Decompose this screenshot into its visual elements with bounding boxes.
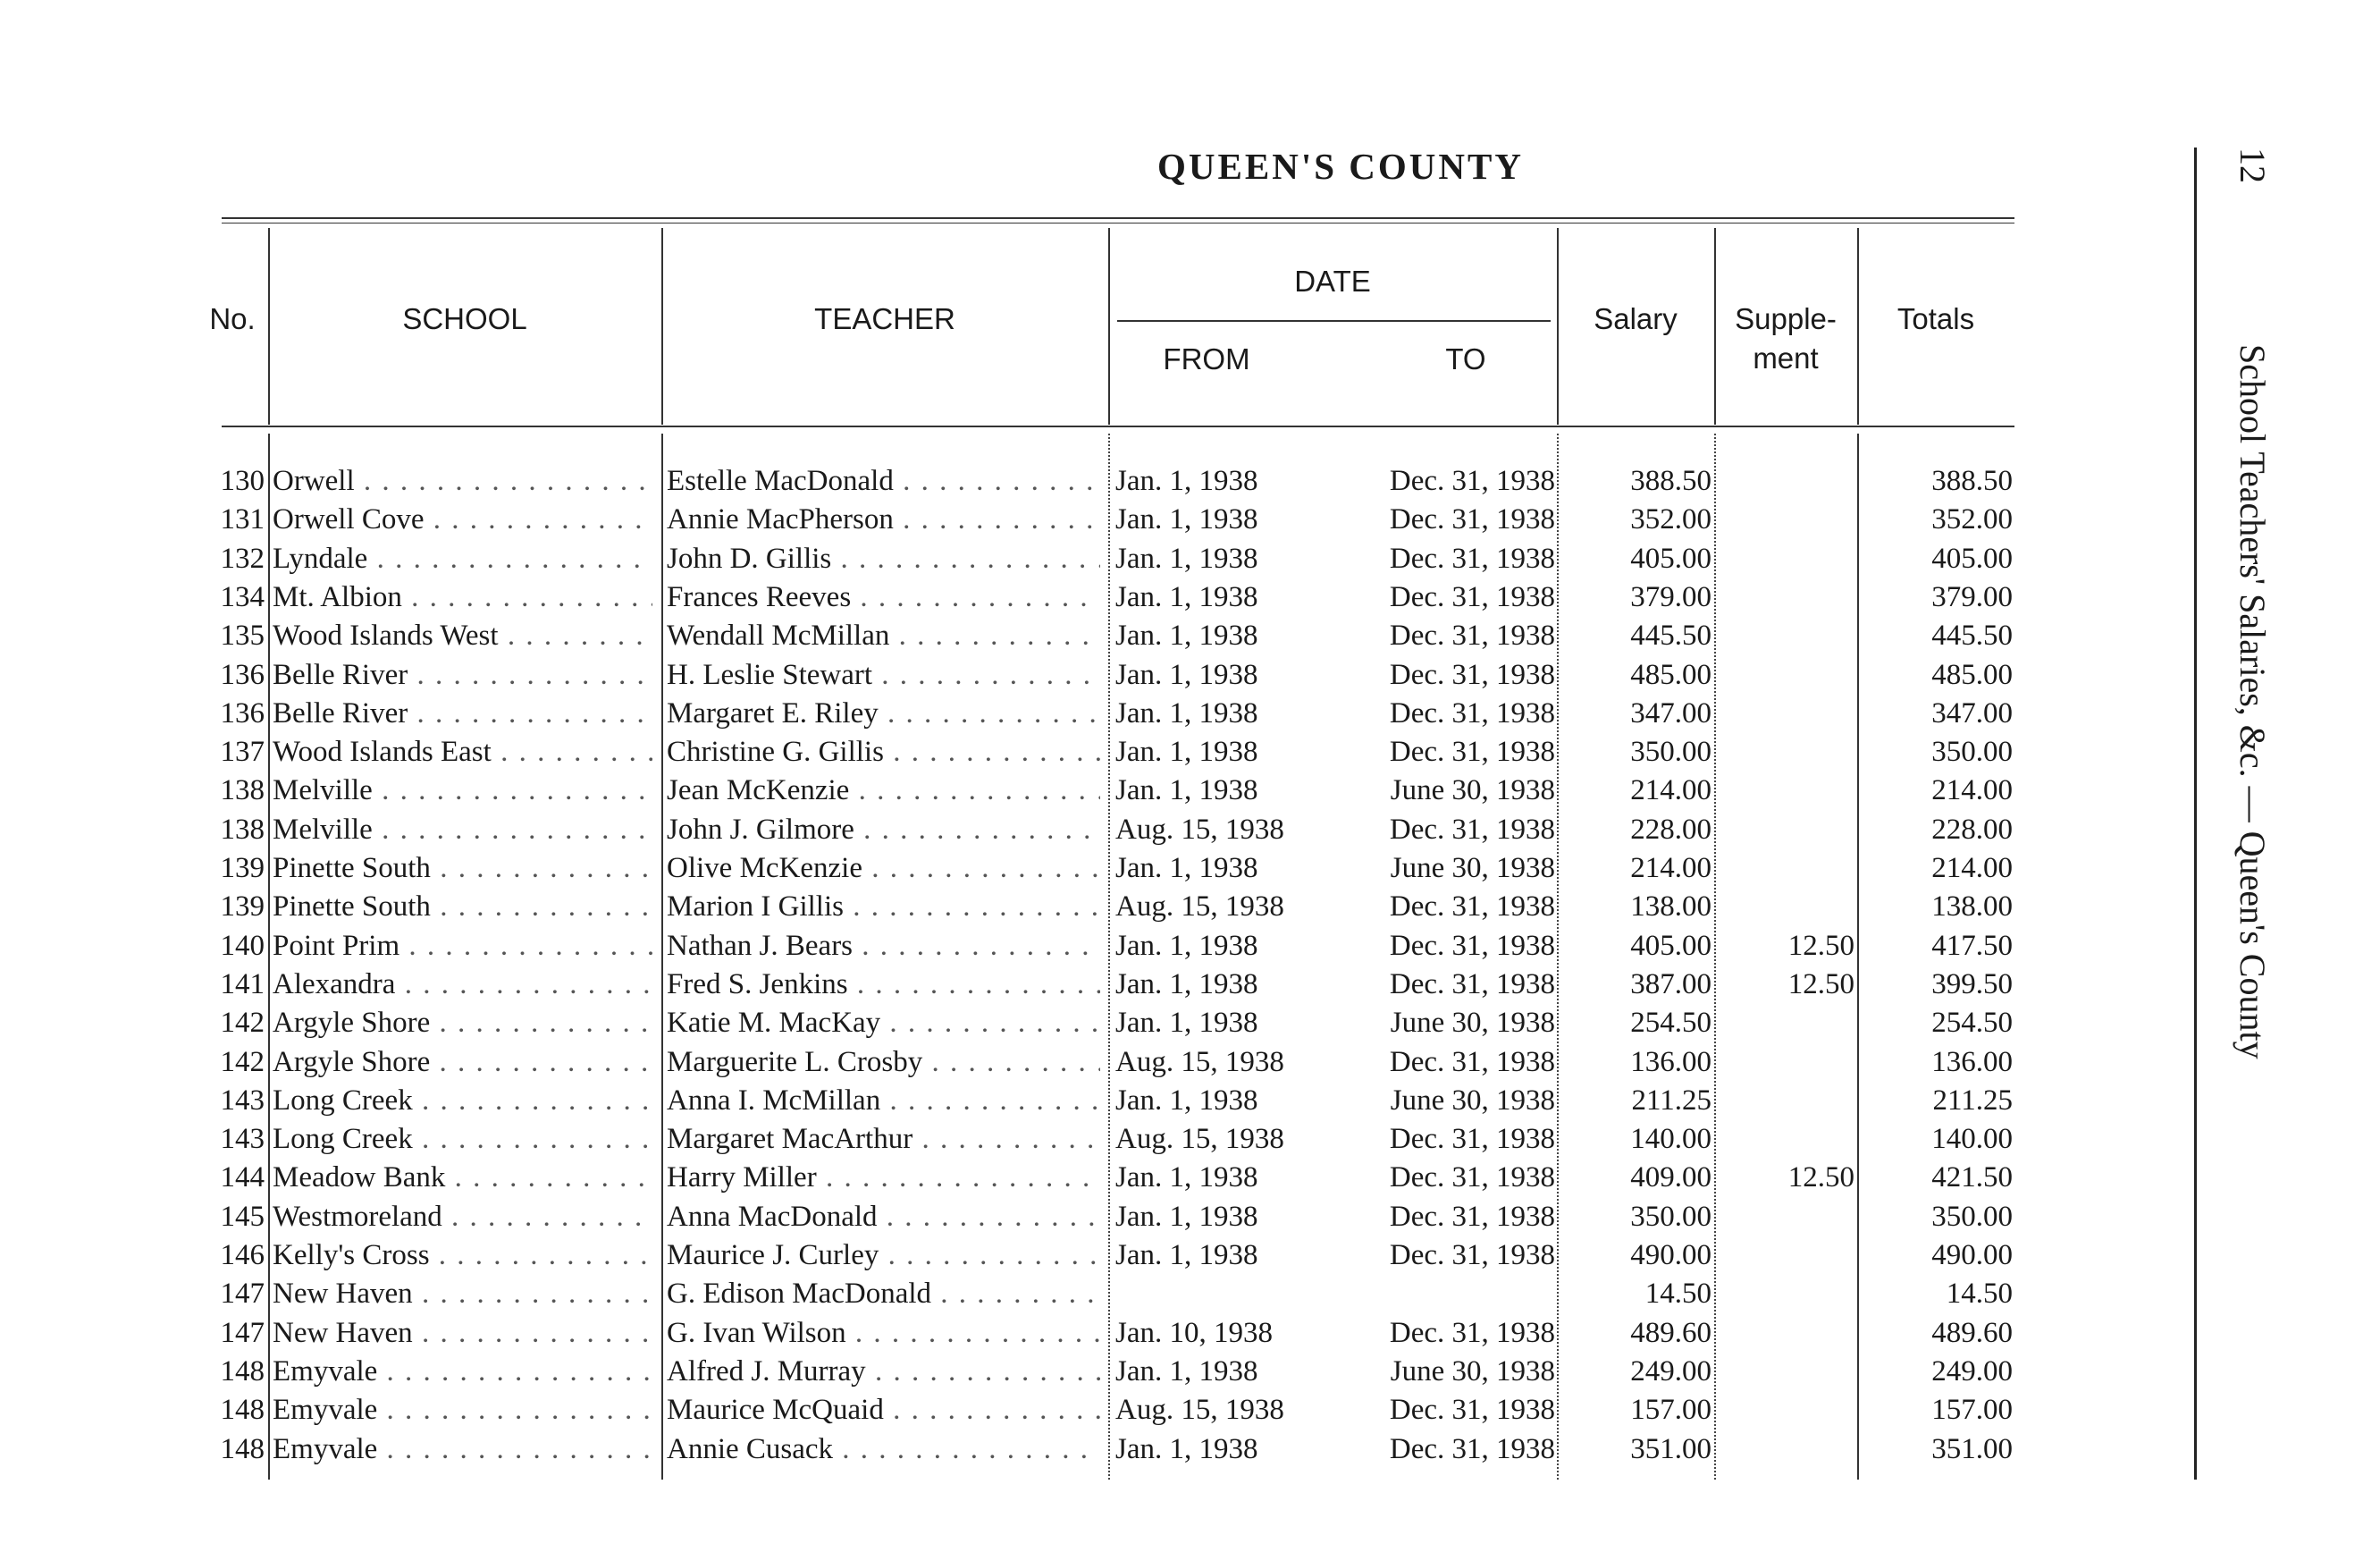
teacher-name: Jean McKenzie . . .: [667, 772, 1100, 810]
salary-amount: 485.00: [1630, 658, 1711, 691]
date-to: June 30, 1938: [1390, 1354, 1555, 1388]
table-row: [0, 1043, 2056, 1082]
header-divider-teacher: [1108, 228, 1110, 425]
total-amount: 399.50: [1931, 967, 2013, 1000]
running-header: [2225, 148, 2279, 1399]
salary-amount: 405.00: [1630, 929, 1711, 962]
teacher-name: Marion I Gillis . . .: [667, 888, 1100, 926]
date-from: Aug. 15, 1938: [1115, 1045, 1284, 1078]
table-row: [0, 1159, 2056, 1197]
school-name: Emyvale . . .: [273, 1353, 652, 1391]
row-number: 137: [220, 736, 265, 769]
date-to: Dec. 31, 1938: [1389, 967, 1555, 1000]
date-to: Dec. 31, 1938: [1389, 580, 1555, 613]
header-school: SCHOOL: [402, 302, 527, 335]
teacher-name: Katie M. MacKay . . .: [667, 1004, 1100, 1042]
school-name: Emyvale . . .: [273, 1391, 652, 1430]
total-amount: 350.00: [1931, 736, 2013, 769]
row-number: 130: [220, 465, 265, 497]
date-to: Dec. 31, 1938: [1389, 465, 1555, 497]
teacher-name: Frances Reeves . . .: [667, 578, 1100, 617]
date-to: Dec. 31, 1938: [1389, 736, 1555, 769]
page-title: QUEEN'S COUNTY: [1157, 146, 1524, 187]
header-salary: Salary: [1594, 302, 1678, 335]
date-from: Jan. 1, 1938: [1115, 736, 1258, 769]
header-teacher: TEACHER: [814, 302, 955, 335]
supplement-amount: 12.50: [1787, 967, 1854, 1000]
table-row: [0, 1198, 2056, 1236]
date-to: Dec. 31, 1938: [1389, 620, 1555, 653]
teacher-name: Anna I. McMillan . . .: [667, 1082, 1100, 1120]
teacher-name: Maurice J. Curley . . .: [667, 1236, 1100, 1275]
table-row: [0, 966, 2056, 1004]
total-amount: 228.00: [1931, 813, 2013, 846]
total-amount: 214.00: [1931, 774, 2013, 807]
total-amount: 489.60: [1931, 1316, 2013, 1349]
table-row: [0, 1391, 2056, 1430]
date-to: June 30, 1938: [1390, 1084, 1555, 1117]
row-number: 148: [220, 1432, 265, 1465]
row-number: 139: [220, 890, 265, 924]
school-name: Mt. Albion . . .: [273, 578, 652, 617]
school-name: Pinette South . . .: [273, 849, 652, 888]
header-supplement-line2: ment: [1753, 342, 1819, 375]
date-from: Jan. 1, 1938: [1115, 774, 1258, 807]
row-number: 143: [220, 1123, 265, 1156]
school-name: Pinette South . . .: [273, 888, 652, 926]
date-to: Dec. 31, 1938: [1389, 1045, 1555, 1078]
school-name: Emyvale . . .: [273, 1430, 652, 1469]
date-to: Dec. 31, 1938: [1389, 1432, 1555, 1465]
date-to: Dec. 31, 1938: [1389, 1316, 1555, 1349]
teacher-name: Fred S. Jenkins . . .: [667, 966, 1100, 1004]
total-amount: 138.00: [1931, 890, 2013, 924]
row-number: 139: [220, 852, 265, 884]
salary-amount: 228.00: [1630, 813, 1711, 846]
date-to: June 30, 1938: [1390, 1007, 1555, 1040]
row-number: 148: [220, 1354, 265, 1388]
row-number: 141: [220, 967, 265, 1000]
teacher-name: H. Leslie Stewart . . .: [667, 656, 1100, 695]
date-to: June 30, 1938: [1390, 852, 1555, 884]
school-name: Belle River . . .: [273, 695, 652, 733]
school-name: Meadow Bank . . .: [273, 1159, 652, 1197]
date-to: Dec. 31, 1938: [1389, 1394, 1555, 1427]
top-rule-thin: [222, 223, 2014, 224]
row-number: 138: [220, 774, 265, 807]
row-number: 147: [220, 1278, 265, 1311]
header-to: TO: [1445, 342, 1486, 375]
salary-amount: 347.00: [1630, 696, 1711, 730]
page-number: 12: [2233, 148, 2273, 183]
teacher-name: Alfred J. Murray . . .: [667, 1353, 1100, 1391]
total-amount: 214.00: [1931, 852, 2013, 884]
table-row: [0, 695, 2056, 733]
total-amount: 445.50: [1931, 620, 2013, 653]
school-name: Belle River . . .: [273, 656, 652, 695]
date-to: Dec. 31, 1938: [1389, 542, 1555, 575]
date-from: Aug. 15, 1938: [1115, 1394, 1284, 1427]
total-amount: 417.50: [1931, 929, 2013, 962]
salary-amount: 14.50: [1644, 1278, 1711, 1311]
row-number: 136: [220, 696, 265, 730]
school-name: Wood Islands East . . .: [273, 733, 652, 772]
table-row: [0, 849, 2056, 888]
date-from: Jan. 1, 1938: [1115, 465, 1258, 497]
date-from: Jan. 1, 1938: [1115, 580, 1258, 613]
date-from: Jan. 1, 1938: [1115, 929, 1258, 962]
row-number: 134: [220, 580, 265, 613]
table-row: [0, 501, 2056, 539]
table-row: [0, 1236, 2056, 1275]
date-from: Jan. 1, 1938: [1115, 1432, 1258, 1465]
school-name: Long Creek . . .: [273, 1082, 652, 1120]
row-number: 145: [220, 1200, 265, 1233]
top-rule: [222, 217, 2014, 219]
salary-amount: 351.00: [1630, 1432, 1711, 1465]
date-from: Jan. 1, 1938: [1115, 1007, 1258, 1040]
date-header-rule: [1117, 320, 1551, 322]
total-amount: 211.25: [1932, 1084, 2013, 1117]
teacher-name: Nathan J. Bears . . .: [667, 927, 1100, 966]
date-from: Jan. 1, 1938: [1115, 696, 1258, 730]
date-from: Aug. 15, 1938: [1115, 1123, 1284, 1156]
salary-amount: 249.00: [1630, 1354, 1711, 1388]
salary-amount: 211.25: [1631, 1084, 1711, 1117]
date-from: Jan. 1, 1938: [1115, 658, 1258, 691]
date-from: Jan. 1, 1938: [1115, 1354, 1258, 1388]
teacher-name: Anna MacDonald . . .: [667, 1198, 1100, 1236]
total-amount: 405.00: [1931, 542, 2013, 575]
row-number: 144: [220, 1161, 265, 1194]
date-from: Jan. 1, 1938: [1115, 1084, 1258, 1117]
teacher-name: Olive McKenzie . . .: [667, 849, 1100, 888]
table-row: [0, 927, 2056, 966]
table-row: [0, 811, 2056, 849]
date-from: Jan. 10, 1938: [1115, 1316, 1273, 1349]
salary-amount: 350.00: [1630, 736, 1711, 769]
total-amount: 490.00: [1931, 1239, 2013, 1271]
row-number: 142: [220, 1045, 265, 1078]
table-row: [0, 617, 2056, 655]
total-amount: 485.00: [1931, 658, 2013, 691]
teacher-name: John J. Gilmore . . .: [667, 811, 1100, 849]
total-amount: 347.00: [1931, 696, 2013, 730]
date-from: Jan. 1, 1938: [1115, 1161, 1258, 1194]
school-name: Melville . . .: [273, 811, 652, 849]
school-name: Melville . . .: [273, 772, 652, 810]
school-name: Westmoreland . . .: [273, 1198, 652, 1236]
school-name: New Haven . . .: [273, 1314, 652, 1353]
total-amount: 421.50: [1931, 1161, 2013, 1194]
row-number: 142: [220, 1007, 265, 1040]
salary-amount: 140.00: [1630, 1123, 1711, 1156]
salary-amount: 138.00: [1630, 890, 1711, 924]
table-row: [0, 1430, 2056, 1469]
salary-amount: 157.00: [1630, 1394, 1711, 1427]
teacher-name: John D. Gillis . . .: [667, 540, 1100, 578]
date-to: Dec. 31, 1938: [1389, 1200, 1555, 1233]
salary-amount: 254.50: [1630, 1007, 1711, 1040]
date-to: Dec. 31, 1938: [1389, 813, 1555, 846]
table-row: [0, 733, 2056, 772]
school-name: Kelly's Cross . . .: [273, 1236, 652, 1275]
teacher-name: Christine G. Gillis . . .: [667, 733, 1100, 772]
row-number: 143: [220, 1084, 265, 1117]
salary-amount: 350.00: [1630, 1200, 1711, 1233]
table-row: [0, 772, 2056, 810]
header-totals: Totals: [1896, 302, 1975, 335]
school-name: Orwell Cove . . .: [273, 501, 652, 539]
school-name: Lyndale . . .: [273, 540, 652, 578]
date-to: Dec. 31, 1938: [1389, 503, 1555, 536]
teacher-name: G. Ivan Wilson . . .: [667, 1314, 1100, 1353]
date-to: Dec. 31, 1938: [1389, 1239, 1555, 1271]
date-to: Dec. 31, 1938: [1389, 1161, 1555, 1194]
header-no: No.: [209, 302, 256, 335]
teacher-name: Margaret E. Riley . . .: [667, 695, 1100, 733]
salary-amount: 405.00: [1630, 542, 1711, 575]
total-amount: 249.00: [1931, 1354, 2013, 1388]
salary-amount: 489.60: [1630, 1316, 1711, 1349]
table-row: [0, 462, 2056, 501]
date-from: Aug. 15, 1938: [1115, 813, 1284, 846]
date-from: Jan. 1, 1938: [1115, 542, 1258, 575]
school-name: New Haven . . .: [273, 1275, 652, 1313]
school-name: Point Prim . . .: [273, 927, 652, 966]
total-amount: 140.00: [1931, 1123, 2013, 1156]
header-supplement-line1: Supple-: [1735, 302, 1837, 335]
date-from: Jan. 1, 1938: [1115, 620, 1258, 653]
teacher-name: Annie MacPherson . . .: [667, 501, 1100, 539]
school-name: Alexandra . . .: [273, 966, 652, 1004]
teacher-name: Marguerite L. Crosby . . .: [667, 1043, 1100, 1082]
salary-amount: 445.50: [1630, 620, 1711, 653]
teacher-name: Wendall McMillan . . .: [667, 617, 1100, 655]
date-to: Dec. 31, 1938: [1389, 1123, 1555, 1156]
supplement-amount: 12.50: [1787, 1161, 1854, 1194]
date-to: Dec. 31, 1938: [1389, 929, 1555, 962]
supplement-amount: 12.50: [1787, 929, 1854, 962]
date-from: Aug. 15, 1938: [1115, 890, 1284, 924]
school-name: Argyle Shore . . .: [273, 1043, 652, 1082]
row-number: 146: [220, 1239, 265, 1271]
table-row: [0, 540, 2056, 578]
teacher-name: G. Edison MacDonald . . .: [667, 1275, 1100, 1313]
date-to: June 30, 1938: [1390, 774, 1555, 807]
salary-amount: 490.00: [1630, 1239, 1711, 1271]
row-number: 138: [220, 813, 265, 846]
teacher-name: Estelle MacDonald . . .: [667, 462, 1100, 501]
salary-amount: 136.00: [1630, 1045, 1711, 1078]
total-amount: 14.50: [1946, 1278, 2013, 1311]
school-name: Argyle Shore . . .: [273, 1004, 652, 1042]
salary-amount: 352.00: [1630, 503, 1711, 536]
teacher-name: Maurice McQuaid . . .: [667, 1391, 1100, 1430]
table-row: [0, 1275, 2056, 1313]
total-amount: 157.00: [1931, 1394, 2013, 1427]
table-row: [0, 578, 2056, 617]
salary-amount: 379.00: [1630, 580, 1711, 613]
teacher-name: Harry Miller . . .: [667, 1159, 1100, 1197]
total-amount: 388.50: [1931, 465, 2013, 497]
date-from: Jan. 1, 1938: [1115, 503, 1258, 536]
row-number: 148: [220, 1394, 265, 1427]
row-number: 136: [220, 658, 265, 691]
school-name: Wood Islands West . . .: [273, 617, 652, 655]
date-to: Dec. 31, 1938: [1389, 658, 1555, 691]
table-row: [0, 1353, 2056, 1391]
date-from: Jan. 1, 1938: [1115, 1239, 1258, 1271]
table-row: [0, 1314, 2056, 1353]
row-number: 132: [220, 542, 265, 575]
row-number: 131: [220, 503, 265, 536]
row-number: 147: [220, 1316, 265, 1349]
total-amount: 351.00: [1931, 1432, 2013, 1465]
salary-amount: 409.00: [1630, 1161, 1711, 1194]
school-name: Orwell . . .: [273, 462, 652, 501]
salary-amount: 214.00: [1630, 774, 1711, 807]
total-amount: 379.00: [1931, 580, 2013, 613]
salary-amount: 214.00: [1630, 852, 1711, 884]
header-date: DATE: [1294, 265, 1371, 298]
table-row: [0, 1120, 2056, 1159]
teacher-name: Annie Cusack . . .: [667, 1430, 1100, 1469]
table-row: [0, 1004, 2056, 1042]
total-amount: 136.00: [1931, 1045, 2013, 1078]
header-bottom-rule: [222, 426, 2014, 427]
total-amount: 254.50: [1931, 1007, 2013, 1040]
table-row: [0, 888, 2056, 926]
salary-amount: 388.50: [1630, 465, 1711, 497]
margin-rule: [2194, 148, 2197, 1480]
table-row: [0, 1082, 2056, 1120]
date-from: Jan. 1, 1938: [1115, 1200, 1258, 1233]
salary-amount: 387.00: [1630, 967, 1711, 1000]
total-amount: 352.00: [1931, 503, 2013, 536]
school-name: Long Creek . . .: [273, 1120, 652, 1159]
table-row: [0, 656, 2056, 695]
header-from: FROM: [1163, 342, 1250, 375]
teacher-name: Margaret MacArthur . . .: [667, 1120, 1100, 1159]
row-number: 135: [220, 620, 265, 653]
row-number: 140: [220, 929, 265, 962]
running-title: School Teachers' Salaries, &c. — Queen's County: [2233, 344, 2273, 1059]
total-amount: 350.00: [1931, 1200, 2013, 1233]
date-from: Jan. 1, 1938: [1115, 967, 1258, 1000]
date-from: Jan. 1, 1938: [1115, 852, 1258, 884]
date-to: Dec. 31, 1938: [1389, 696, 1555, 730]
date-to: Dec. 31, 1938: [1389, 890, 1555, 924]
